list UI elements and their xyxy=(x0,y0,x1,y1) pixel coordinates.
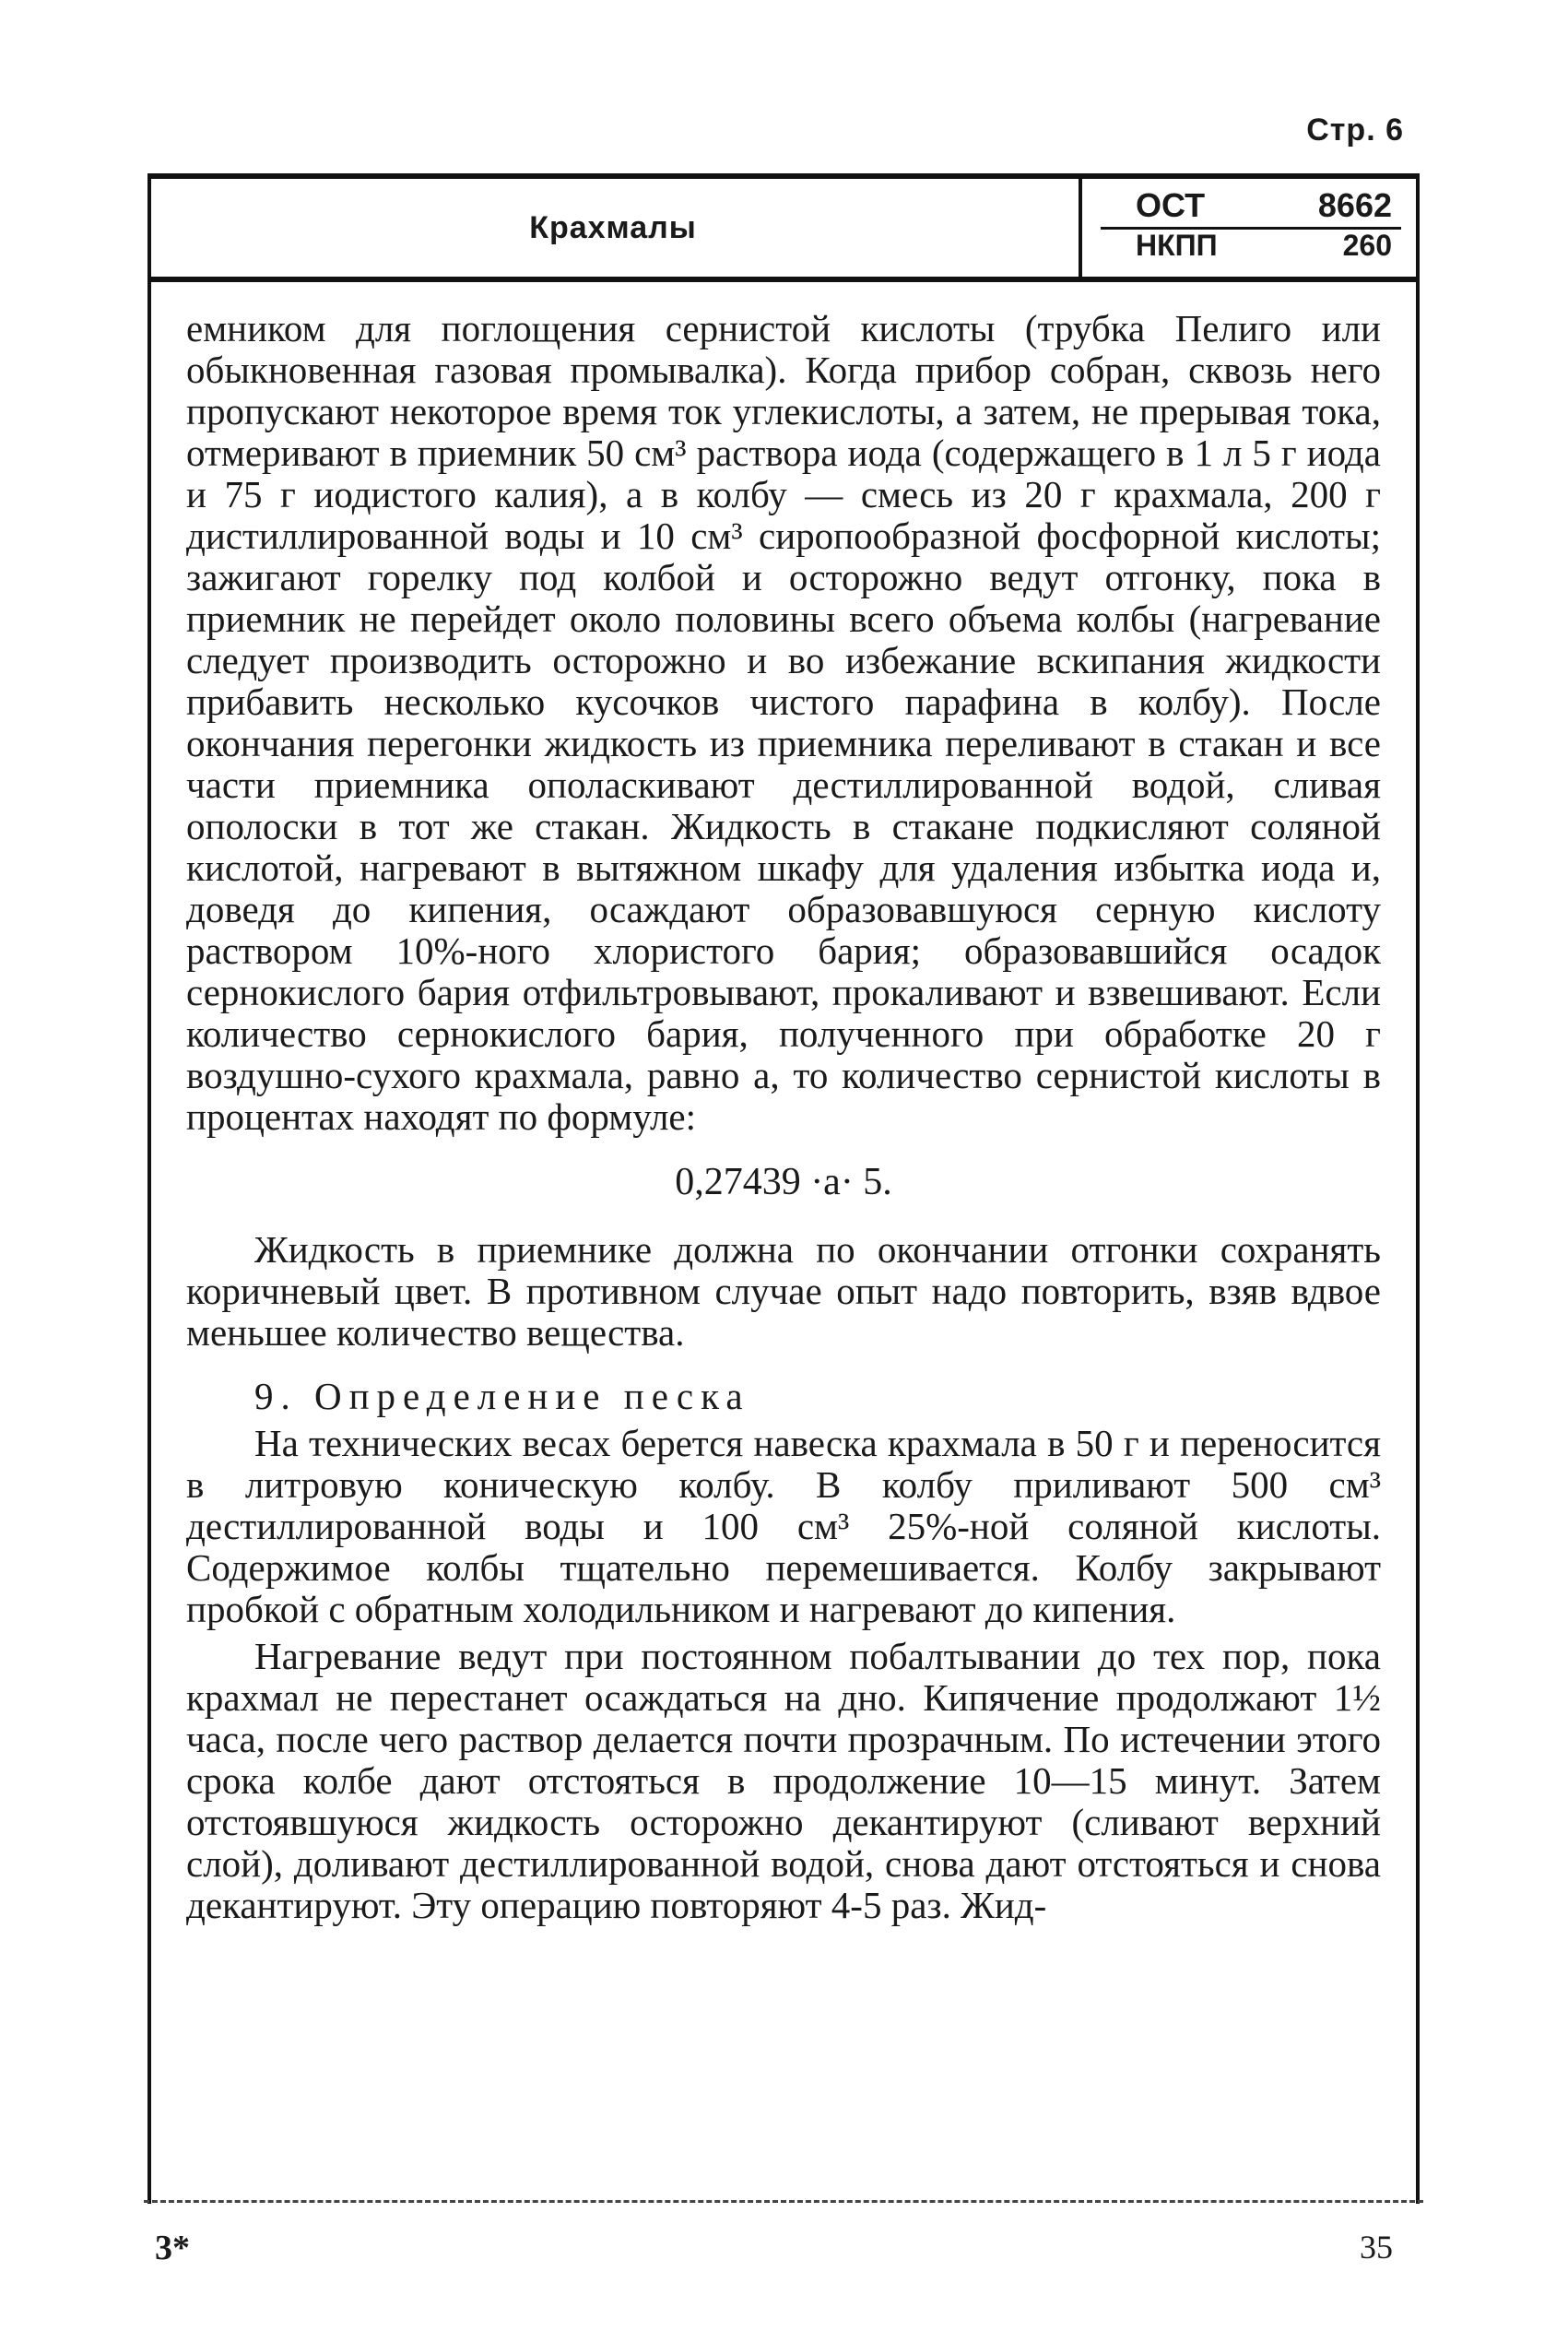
page-number: 35 xyxy=(1360,2229,1393,2266)
standard-nkpp: НКПП xyxy=(1136,229,1218,262)
standard-ost: ОСТ xyxy=(1136,186,1206,224)
paragraph-sand-sample: На технических весах берется навеска крахмала в 50 г и переносится в литровую коническую колбу. В колбу приливают 500 см³ дестиллированной воды и 100 см³ 25%-ной соляной кислоты. Содержимое колбы тщательно перемешивается. Колбу закрывают пробкой с обратным холодильником и нагревают до кипения. xyxy=(186,1422,1381,1630)
paragraph-sulfur-dioxide: емником для поглощения сернистой кислоты (трубка Пелиго или обыкновенная газовая промывалка). Когда прибор собран, сквозь него пропускают некоторое время ток углекислоты, а затем, не прерывая тока, отмеривают в приемник 50 см³ раствора иода (содержащего в 1 л 5 г иода и 75 г иодистого калия), а в колбу — смесь из 20 г крахмала, 200 г дистиллированной воды и 10 см³ сиропообразной фосфорной кислоты; зажигают горелку под колбой и осторожно ведут отгонку, пока в приемник не перейдет около половины всего объема колбы (нагревание следует производить осторожно и во избежание вскипания жидкости прибавить несколько кусочков чистого парафина в колбу). После окончания перегонки жидкость из приемника переливают в стакан и все части приемника ополаскивают дестиллированной водой, сливая ополоски в тот же стакан. Жидкость в стакане подкисляют соляной кислотой, нагревают в вытяжном шкафу для удаления избытка иода и, доведя до кипения, осаждают образовавшуюся серную кислоту раствором 10%-ного хлористого бария; образовавшийся осадок сернокислого бария отфильтровывают, прокаливают и взвешивают. Если количество сернокислого бария, полученного при обработке 20 г воздушно-сухого крахмала, равно а, то количество сернистой кислоты в процентах находят по формуле: xyxy=(186,307,1381,1138)
signature-mark: 3* xyxy=(155,2229,190,2267)
standard-code-top xyxy=(1110,186,1392,225)
standard-code-box xyxy=(1079,179,1420,277)
page-content xyxy=(186,308,1381,1926)
paragraph-heating: Нагревание ведут при постоянном побалтывании до тех пор, пока крахмал не перестанет осаждаться на дно. Кипячение продолжают 1½ часа, после чего раствор делается почти прозрачным. По истечении этого срока колбе дают отстояться в продолжение 10—15 минут. Затем отстоявшуюся жидкость осторожно декантируют (сливают верхний слой), доливают дестиллированной водой, снова дают отстояться и снова декантируют. Эту операцию повторяют 4-5 раз. Жид- xyxy=(186,1635,1381,1926)
nkpp-number: 260 xyxy=(1342,229,1392,262)
bottom-rule xyxy=(144,2200,1423,2203)
formula: 0,27439 ·а· 5. xyxy=(675,1161,892,1203)
document-header xyxy=(147,173,1420,282)
paragraph-receiver-color: Жидкость в приемнике должна по окончании отгонки сохранять коричневый цвет. В противном случае опыт надо повторить, взяв вдвое меньшее количество вещества. xyxy=(186,1228,1381,1354)
section-heading: 9. Определение песка xyxy=(254,1375,750,1417)
standard-code-bottom xyxy=(1110,229,1392,263)
header-title: Крахмалы xyxy=(529,209,697,245)
standard-number: 8662 xyxy=(1317,186,1392,224)
page-label: Стр. 6 xyxy=(1306,112,1404,148)
